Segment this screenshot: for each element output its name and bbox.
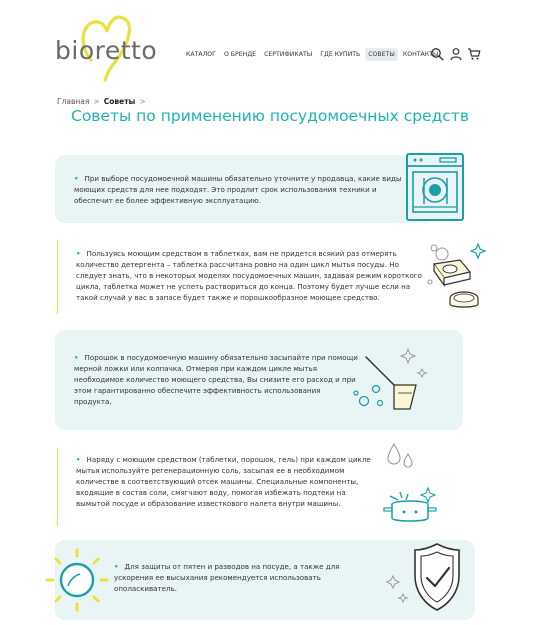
brand-logo[interactable] (55, 10, 165, 82)
breadcrumb-current: Советы (103, 97, 136, 106)
breadcrumb (57, 97, 150, 106)
page-title: Советы по применению посудомоечных средств (71, 107, 469, 125)
cart-icon[interactable] (467, 47, 481, 61)
search-icon[interactable] (430, 47, 444, 61)
dishwasher-icon (404, 152, 466, 224)
bullet: • (74, 353, 79, 362)
nav-item-catalog[interactable]: КАТАЛОГ (186, 51, 216, 58)
breadcrumb-separator: > (93, 97, 100, 106)
nav-item-where-to-buy[interactable]: ГДЕ КУПИТЬ (320, 51, 361, 58)
tip-text (74, 352, 359, 407)
user-icon[interactable] (449, 47, 463, 61)
bullet: • (114, 562, 119, 571)
nav-item-contacts[interactable]: КОНТАКТЫ (402, 51, 439, 58)
logo-text: bioretto (55, 36, 158, 65)
tip-text-content: Порошок в посудомоечную машину обязательно засыпайте при помощи мерной ложки или колпачка. Отмеряя при каждом цикле мытья необходимое количество моющего средства, Вы снизите его расход и при этом гарантированно обеспечите эффективность использования продукта. (74, 353, 358, 406)
breadcrumb-home[interactable]: Главная (57, 97, 90, 106)
tip-text (114, 561, 374, 594)
tip-text (74, 173, 409, 206)
tip-accent-line (57, 240, 59, 314)
tip-text-content: При выборе посудомоечной машины обязательно уточните у продавца, какие виды моющих средств для нее подходят. Это продлит срок использования техники и обеспечит ее более эффективную эксплуатацию. (74, 174, 402, 205)
scoop-icon (350, 345, 430, 417)
tip-text-content: Пользуясь моющим средством в таблетках, вам не придется всякий раз отмерять количество детергента – таблетка рассчитана ровно на один цикл мытья посуды. Но следует знать, что в некоторых моделях посудомоечных машин, задавая режим короткого цикла, таблетка может не успеть раствориться до конца. Поэтому будет лучше если на такой случай у вас в запасе будет также и порошкообразное моющее средство. (76, 249, 422, 302)
tip-text-content: Наряду с моющим средством (таблетки, порошок, гель) при каждом цикле мытья используйте регенерационную соль, засыпая ее в необходимом количестве в соответствующий отсек машины. Специальные компоненты, входящие в состав соли, смягчают воду, помогая избежать подтеки на вымытой посуде и образование известкового налета внутри машины. (76, 455, 371, 508)
shield-check-icon (385, 540, 467, 618)
pot-icon (380, 440, 462, 526)
nav-item-tips[interactable]: СОВЕТЫ (365, 48, 398, 61)
bullet: • (74, 174, 79, 183)
breadcrumb-separator: > (139, 97, 146, 106)
tablet-icon (420, 238, 490, 318)
tip-text (76, 454, 381, 509)
site-header (0, 0, 536, 92)
tip-text-content: Для защиты от пятен и разводов на посуде, а также для ускорения ее высыхания рекомендуется использовать ополаскиватель. (114, 562, 340, 593)
nav-item-certificates[interactable]: СЕРТИФИКАТЫ (264, 51, 313, 58)
main-nav (183, 48, 443, 61)
sun-icon (40, 540, 114, 620)
nav-item-about[interactable]: О БРЕНДЕ (223, 51, 257, 58)
tip-text (76, 248, 428, 303)
bullet: • (76, 455, 81, 464)
bullet: • (76, 249, 81, 258)
tip-accent-line (57, 448, 59, 526)
